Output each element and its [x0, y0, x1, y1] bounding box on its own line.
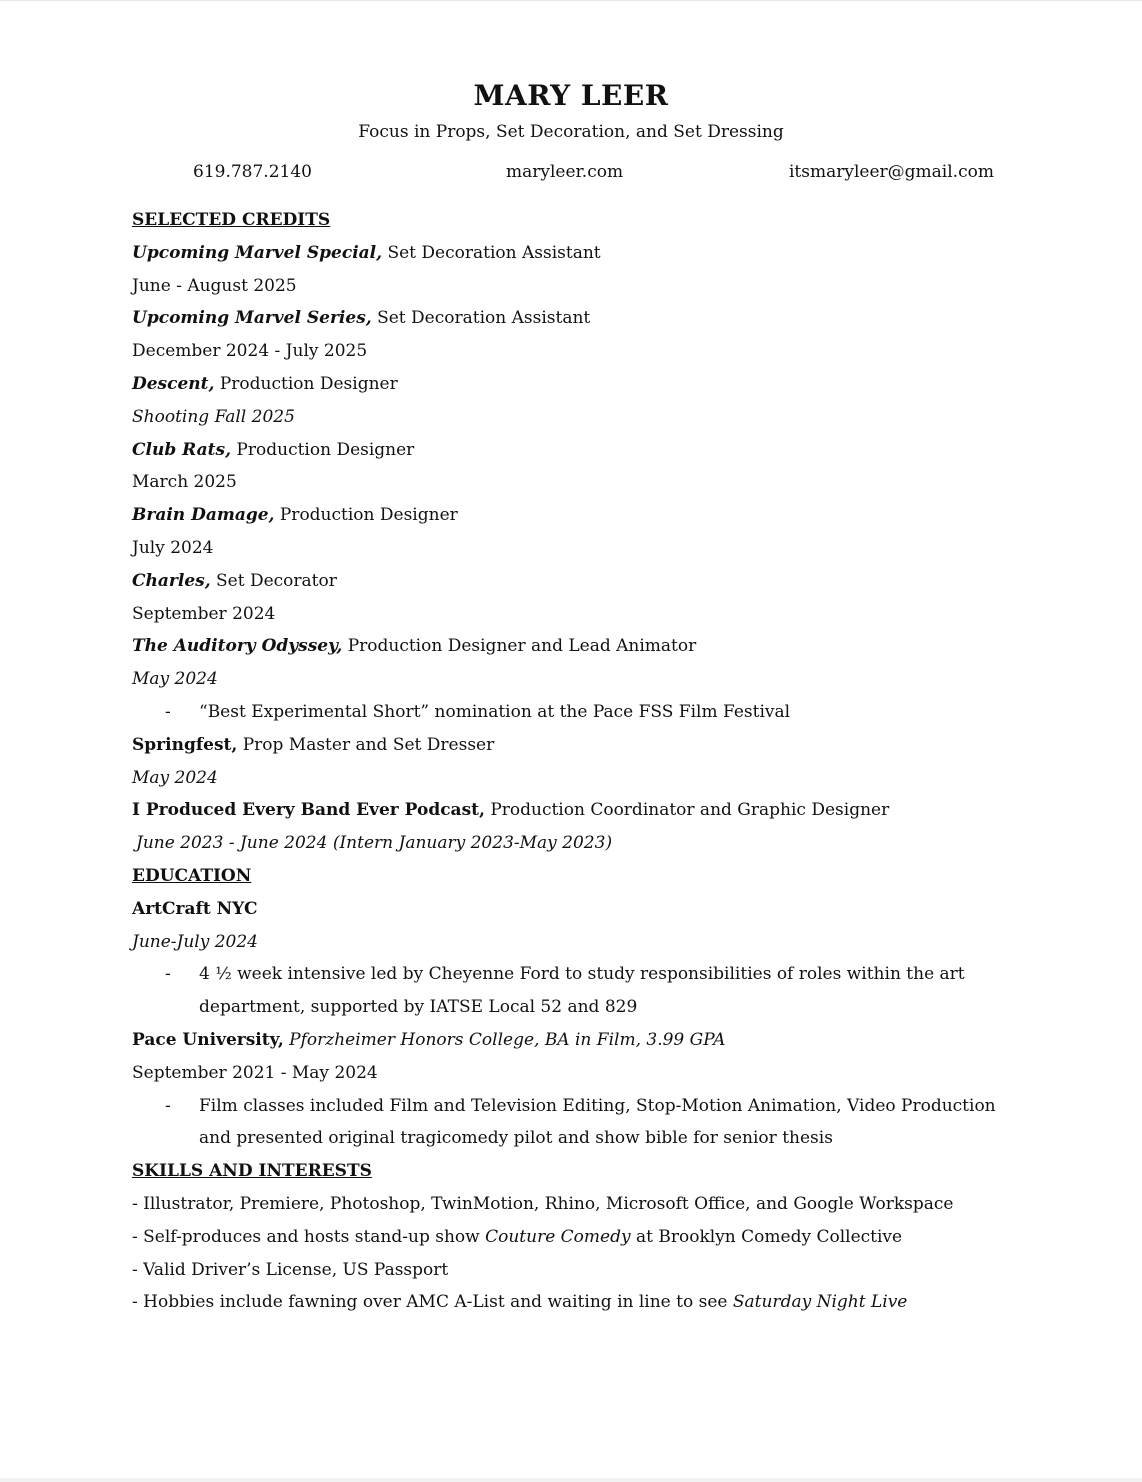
credit-date: May 2024: [132, 669, 218, 690]
bullet-text: “Best Experimental Short” nomination at the Pace FSS Film Festival: [199, 701, 791, 722]
school-bullet: [132, 1090, 1012, 1156]
skill-text: - Self-produces and hosts stand-up show: [132, 1226, 486, 1247]
credit-entry: [132, 302, 1012, 335]
resume-tagline: Focus in Props, Set Decoration, and Set Dressing: [358, 122, 784, 142]
credit-date: June - August 2025: [132, 275, 297, 296]
bullet-dash: -: [165, 701, 171, 722]
skill-show-title: Couture Comedy: [485, 1226, 631, 1247]
contact-phone: 619.787.2140: [193, 162, 312, 182]
credit-title: Brain Damage,: [132, 505, 275, 526]
credit-entry: [132, 368, 1012, 401]
credit-role: Set Decoration Assistant: [371, 308, 591, 329]
credit-entry: [132, 434, 1012, 467]
bullet-dash: -: [165, 1095, 171, 1116]
credit-role: Production Coordinator and Graphic Designer: [484, 800, 890, 821]
credit-entry: [132, 237, 1012, 270]
credit-date: Shooting Fall 2025: [132, 406, 295, 427]
credit-title: Upcoming Marvel Special,: [132, 242, 383, 263]
page-bottom-edge: [0, 1478, 1142, 1482]
credit-role: Production Designer: [274, 505, 458, 526]
credit-role: Set Decorator: [210, 570, 337, 591]
school-date: June-July 2024: [132, 931, 258, 952]
resume-name: MARY LEER: [473, 79, 669, 112]
credit-date: July 2024: [132, 537, 214, 558]
contact-email: itsmaryleer@gmail.com: [789, 162, 994, 182]
credit-role: Prop Master and Set Dresser: [237, 734, 495, 755]
credit-title: Charles,: [132, 570, 211, 591]
credit-date: June 2023 - June 2024 (Intern January 2023-May 2023): [136, 833, 613, 854]
credit-role: Set Decoration Assistant: [382, 242, 601, 263]
credit-entry: [132, 499, 1012, 532]
bullet-dash: -: [165, 964, 171, 985]
skill-show-title: Saturday Night Live: [732, 1292, 908, 1313]
credit-title: Upcoming Marvel Series,: [132, 308, 372, 329]
credit-role: Production Designer: [231, 439, 415, 460]
credit-date: December 2024 - July 2025: [132, 341, 368, 362]
bullet-text: 4 ½ week intensive led by Cheyenne Ford to study responsibilities of roles within the art department, supported by IATSE Local 52 and 829: [199, 964, 965, 1018]
credit-title: I Produced Every Band Ever Podcast,: [132, 800, 485, 821]
school-entry: [132, 1024, 1012, 1057]
skill-item: - Illustrator, Premiere, Photoshop, TwinMotion, Rhino, Microsoft Office, and Google Workspace: [132, 1193, 954, 1214]
credit-bullet: [132, 696, 1012, 729]
credit-title: The Auditory Odyssey,: [132, 636, 343, 657]
resume-body: [132, 204, 1012, 1319]
school-detail: Pforzheimer Honors College, BA in Film, 3.99 GPA: [283, 1029, 726, 1050]
skill-text: at Brooklyn Comedy Collective: [630, 1226, 903, 1247]
credit-role: Production Designer and Lead Animator: [342, 636, 697, 657]
section-heading-credits: SELECTED CREDITS: [132, 210, 331, 230]
section-heading-education: EDUCATION: [132, 865, 252, 886]
credit-date: March 2025: [132, 472, 237, 493]
skill-text: - Hobbies include fawning over AMC A-List and waiting in line to see: [132, 1292, 733, 1313]
skill-item: - Valid Driver’s License, US Passport: [132, 1259, 449, 1280]
credit-title: Springfest,: [132, 734, 238, 755]
section-heading-skills: SKILLS AND INTERESTS: [132, 1161, 372, 1182]
credit-entry: [132, 794, 1012, 827]
credit-entry: [132, 565, 1012, 598]
credit-entry: [132, 729, 1012, 762]
credit-date: September 2024: [132, 603, 276, 624]
credit-title: Descent,: [132, 373, 215, 394]
skill-item: [132, 1286, 1012, 1319]
bullet-text: Film classes included Film and Television Editing, Stop-Motion Animation, Video Production and presented original tragicomedy pilot and show bible for senior thesis: [199, 1095, 996, 1149]
credit-date: May 2024: [132, 767, 218, 788]
credit-role: Production Designer: [214, 373, 398, 394]
school-name: Pace University,: [132, 1029, 284, 1050]
credit-title: Club Rats,: [132, 439, 232, 460]
contact-website: maryleer.com: [506, 162, 624, 182]
school-bullet: [132, 958, 1012, 1024]
skill-item: [132, 1221, 1012, 1254]
school-name: ArtCraft NYC: [132, 898, 258, 919]
credit-entry: [132, 630, 1012, 663]
school-date: September 2021 - May 2024: [132, 1062, 378, 1083]
